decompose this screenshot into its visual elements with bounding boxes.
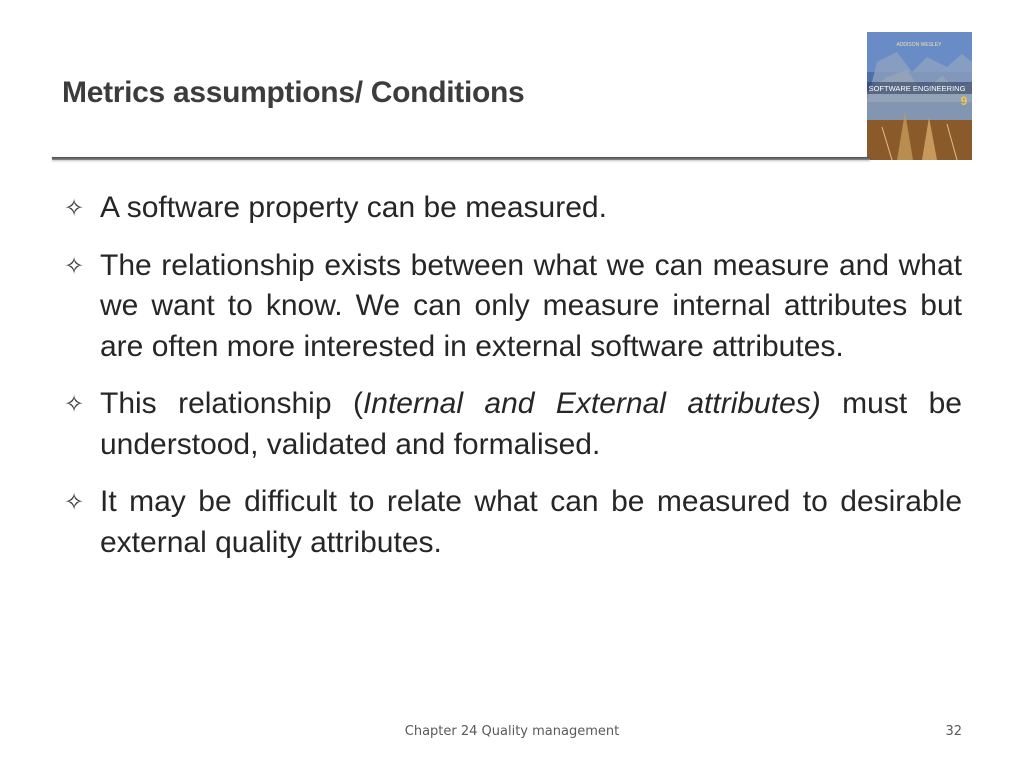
page-number: 32 xyxy=(945,724,962,739)
slide-footer: Chapter 24 Quality management xyxy=(404,724,620,739)
bullet-text: The relationship exists between what we can measure and what we want to know. We can only measure internal attributes but are often more interested in external software attributes. xyxy=(100,248,962,363)
bullet-text-before: This relationship ( xyxy=(100,387,363,420)
four-pointed-star-icon: ✧ xyxy=(64,251,85,280)
book-edition-text: 9 xyxy=(960,94,968,108)
four-pointed-star-icon: ✧ xyxy=(64,390,85,418)
bullet-list xyxy=(62,188,962,580)
title-divider xyxy=(52,157,870,160)
bullet-text-after: must be understood, validated and formalised. xyxy=(100,387,962,461)
bullet-item xyxy=(62,482,962,563)
book-cover-art xyxy=(867,32,972,160)
bullet-text: A software property can be measured. xyxy=(100,191,607,224)
bullet-text-italic: Internal and External attributes) xyxy=(362,387,821,420)
bullet-item xyxy=(62,384,962,465)
book-title-text: SOFTWARE ENGINEERING xyxy=(868,84,966,93)
book-publisher-text: ADDISON WESLEY xyxy=(896,42,942,48)
bullet-text: It may be difficult to relate what can be measured to desirable external quality attributes. xyxy=(100,485,962,559)
four-pointed-star-icon: ✧ xyxy=(64,488,85,516)
slide-title: Metrics assumptions/ Conditions xyxy=(62,76,525,109)
bullet-item xyxy=(62,246,962,368)
four-pointed-star-icon: ✧ xyxy=(64,194,85,222)
bullet-item xyxy=(62,188,962,229)
book-cover-image xyxy=(867,32,972,160)
